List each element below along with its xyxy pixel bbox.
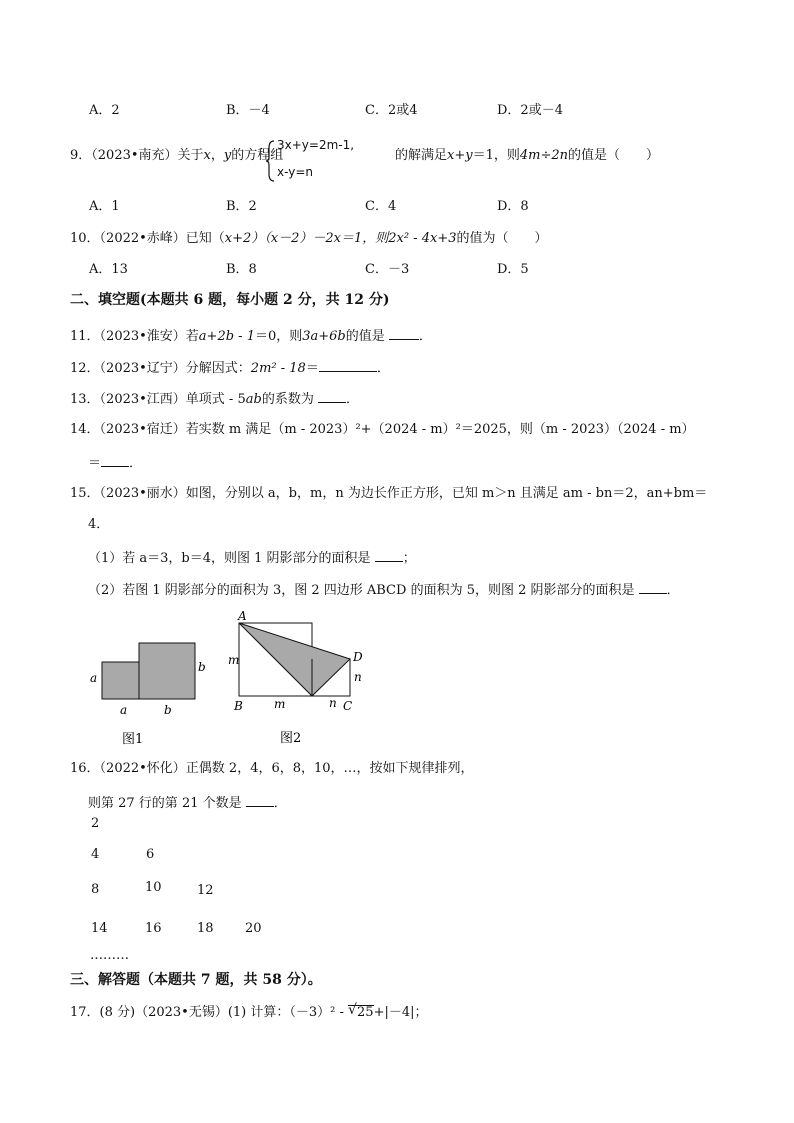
q17-text-b: +|－4|； — [373, 1005, 428, 1020]
q15-sub-1: （1）若 a＝3，b＝4，则图 1 阴影部分的面积是 ； — [88, 551, 416, 566]
fig2-point-b: B — [234, 699, 243, 713]
q13-answer-blank — [318, 390, 346, 403]
fig2-point-a: A — [238, 609, 247, 623]
q13-stem: 13．（2023•江西）单项式 - 5ab的系数为 ． — [70, 392, 359, 407]
q11-text-b: ＝0，则 — [254, 329, 303, 344]
q11-text-a: 11．（2023•淮安）若 — [70, 329, 199, 344]
q10-expression: 2x² - 4x+3 — [388, 231, 457, 246]
q16-row2-num2: 6 — [146, 847, 155, 862]
q9-comma: ， — [210, 148, 224, 163]
q13-text-a: 13．（2023•江西）单项式 - 5 — [70, 392, 246, 407]
q10-text-b: x+2）（x－2）－2x＝1，则 — [224, 231, 389, 246]
q13-expression: ab — [245, 392, 262, 407]
q15-sub-1-text: （1）若 a＝3，b＝4，则图 1 阴影部分的面积是 — [88, 551, 371, 566]
q12-text-b: ＝ — [305, 361, 319, 376]
q14-line-2: ＝ ． — [88, 456, 143, 471]
section-3-title: 三、解答题（本题共 7 题，共 58 分）。 — [70, 972, 322, 988]
q16-row4-num1: 14 — [91, 921, 108, 936]
q10-option-a: A．13 — [89, 262, 128, 277]
fig1-square-a — [102, 662, 139, 699]
q16-ellipsis: ……… — [90, 948, 129, 963]
q16-line-2: 则第 27 行的第 21 个数是 ． — [88, 796, 287, 811]
q17-stem — [70, 1002, 428, 1021]
q12-answer-blank — [319, 359, 377, 372]
q9-equation-1: 3x+y=2m-1, — [277, 138, 355, 152]
q10-option-c: C．－3 — [365, 262, 410, 277]
fig2-point-c: C — [343, 699, 353, 713]
q11-text-c: 的值是 — [345, 329, 385, 344]
q9-option-d: D．8 — [497, 199, 529, 214]
q9-suffix-a: 的解满足 — [395, 148, 448, 163]
section-2-title: 二、填空题(本题共 6 题，每小题 2 分，共 12 分) — [70, 292, 390, 308]
q15-sub-2-text: （2）若图 1 阴影部分的面积为 3，图 2 四边形 ABCD 的面积为 5，则图 2 阴影部分的面积是 — [88, 583, 635, 598]
q9-stem-tail — [395, 148, 659, 164]
fig1-label-a-bottom: a — [120, 703, 128, 717]
q11-answer-blank — [389, 327, 419, 340]
q16-row2-num1: 4 — [91, 847, 100, 862]
fig1-label-b-right: b — [198, 660, 206, 674]
q9-condition: x+y — [447, 148, 473, 163]
q9-brace — [266, 140, 276, 182]
q11-expression: a+2b - 1 — [198, 329, 255, 344]
q8-option-a: A．2 — [89, 103, 120, 118]
q9-var-x: x — [203, 148, 211, 163]
q8-option-c: C．2或4 — [365, 103, 418, 118]
q13-text-b: 的系数为 — [261, 392, 314, 407]
q11-expression-2: 3a+6b — [302, 329, 346, 344]
q11-stem: 11．（2023•淮安）若a+2b - 1＝0，则3a+6b的值是 ． — [70, 329, 432, 344]
q17-text-a: 17．(8 分)（2023•无锡）(1) 计算：（－3）² - — [70, 1005, 349, 1020]
q9-equation-2: x-y=n — [277, 165, 313, 179]
q16-row3-num3: 12 — [197, 883, 214, 898]
q10-option-d: D．5 — [497, 262, 529, 277]
q12-stem: 12．（2023•辽宁）分解因式：2m² - 18＝ ． — [70, 361, 390, 376]
fig2-shaded-triangle — [239, 623, 350, 696]
q9-stem — [70, 148, 283, 164]
q9-option-b: B．2 — [226, 199, 257, 214]
fig2-label-m-left: m — [228, 653, 240, 667]
q10-text-c: 的值为（ ） — [456, 231, 548, 246]
q16-row1-num1: 2 — [91, 816, 100, 831]
q17-sqrt-value: 25 — [357, 1005, 374, 1020]
fig2-point-d: D — [353, 650, 363, 664]
q14-line-2-text: ＝ — [88, 456, 102, 471]
q10-text-a: 10．（2022•赤峰）已知（ — [70, 231, 225, 246]
q8-option-b: B．－4 — [226, 103, 270, 118]
q15-line-1: 15．（2023•丽水）如图，分别以 a，b，m，n 为边长作正方形，已知 m＞n 且满足 am - bn＝2，an+bm＝ — [70, 486, 708, 501]
q12-expression: 2m² - 18 — [250, 361, 306, 376]
q10-stem — [70, 231, 548, 247]
q9-prefix: 9．（2023•南充）关于 — [70, 148, 204, 163]
q9-mid: 的方程组 — [231, 148, 284, 163]
q14-answer-blank — [101, 454, 129, 467]
q15-sub-1-blank — [375, 549, 403, 562]
fig2-caption: 图2 — [280, 731, 302, 746]
q16-row4-num4: 20 — [245, 921, 262, 936]
q16-line-1: 16．（2022•怀化）正偶数 2，4，6，8，10，…，按如下规律排列， — [70, 761, 474, 776]
q14-line-1: 14．（2023•宿迁）若实数 m 满足（m - 2023）²+（2024 - m）²＝2025，则（m - 2023）（2024 - m） — [70, 422, 695, 437]
q16-answer-blank — [246, 794, 274, 807]
fig2-label-m-bottom: m — [274, 697, 286, 711]
q15-sub-2: （2）若图 1 阴影部分的面积为 3，图 2 四边形 ABCD 的面积为 5，则图 2 阴影部分的面积是 ． — [88, 583, 680, 598]
q9-expression: 4m÷2n — [519, 148, 569, 163]
sqrt-icon: √ — [348, 1002, 357, 1018]
fig2-label-n-bottom: n — [329, 696, 337, 710]
fig1-caption: 图1 — [122, 732, 144, 747]
q15-figure-1 — [86, 638, 216, 748]
q15-line-2: 4． — [88, 517, 110, 532]
q15-sub-2-blank — [639, 581, 667, 594]
q16-row3-num1: 8 — [91, 882, 100, 897]
fig1-label-a-left: a — [90, 671, 98, 685]
q8-option-d: D．2或－4 — [497, 103, 563, 118]
q16-row4-num3: 18 — [197, 921, 214, 936]
q16-line-2-text: 则第 27 行的第 21 个数是 — [88, 796, 242, 811]
fig1-label-b-bottom: b — [164, 703, 172, 717]
q9-option-c: C．4 — [365, 199, 397, 214]
q17-sqrt — [348, 1002, 374, 1020]
q9-var-y: y — [223, 148, 232, 163]
q10-option-b: B．8 — [226, 262, 257, 277]
fig1-square-b — [139, 643, 195, 699]
q16-row4-num2: 16 — [145, 921, 162, 936]
q9-option-a: A．1 — [89, 199, 120, 214]
q16-row3-num2: 10 — [145, 880, 162, 895]
q9-suffix-c: 的值是（ ） — [568, 148, 660, 163]
q9-suffix-b: ＝1，则 — [472, 148, 520, 163]
fig2-label-n-right: n — [354, 670, 362, 684]
q15-figure-2 — [228, 606, 373, 746]
q12-text-a: 12．（2023•辽宁）分解因式： — [70, 361, 251, 376]
